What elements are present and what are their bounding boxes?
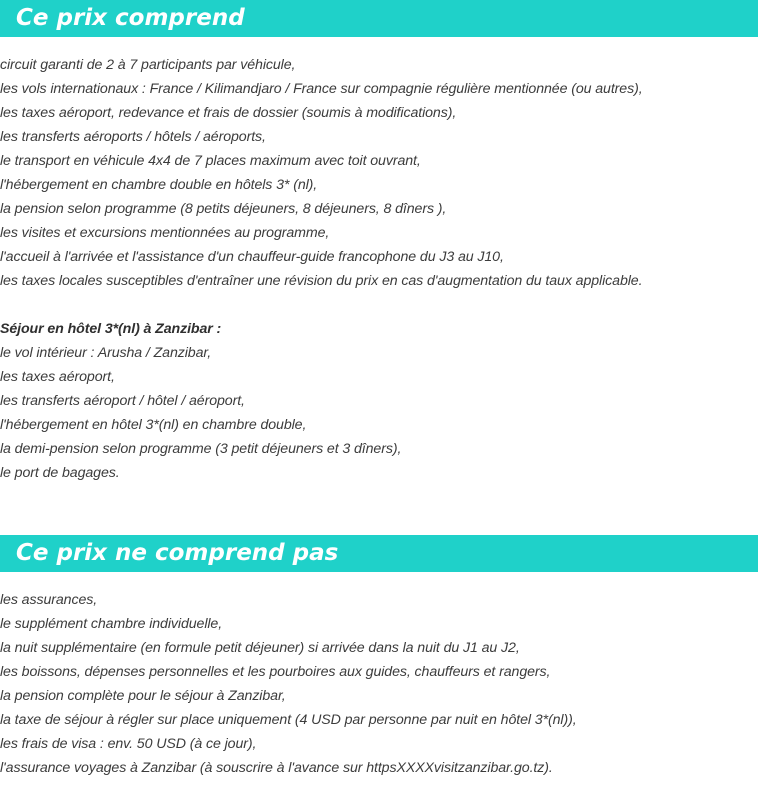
list-item: les transferts aéroports / hôtels / aéroports, [0,129,266,145]
list-item: les taxes locales susceptibles d'entraîner une révision du prix en cas d'augmentation du taux applicable. [0,273,643,289]
list-item: le vol intérieur : Arusha / Zanzibar, [0,345,212,361]
excludes-list [0,588,758,780]
includes-header: Ce prix comprend [0,0,758,37]
list-item: les taxes aéroport, redevance et frais de dossier (soumis à modifications), [0,105,457,121]
list-item: la nuit supplémentaire (en formule petit déjeuner) si arrivée dans la nuit du J1 au J2, [0,640,520,656]
list-item: les boissons, dépenses personnelles et les pourboires aux guides, chauffeurs et rangers, [0,664,551,680]
list-item: les frais de visa : env. 50 USD (à ce jour), [0,736,257,752]
excludes-header: Ce prix ne comprend pas [0,535,758,572]
list-item: la pension complète pour le séjour à Zanzibar, [0,688,286,704]
list-item: le transport en véhicule 4x4 de 7 places maximum avec toit ouvrant, [0,153,421,169]
list-item: l'assurance voyages à Zanzibar (à souscrire à l'avance sur httpsXXXXvisitzanzibar.go.tz). [0,760,553,776]
list-item: la demi-pension selon programme (3 petit déjeuners et 3 dîners), [0,441,402,457]
zanzibar-heading: Séjour en hôtel 3*(nl) à Zanzibar : [0,321,222,337]
spacer [0,293,758,317]
list-item: les vols internationaux : France / Kilimandjaro / France sur compagnie régulière mentionnée (ou autres), [0,81,643,97]
list-item: l'hébergement en hôtel 3*(nl) en chambre double, [0,417,307,433]
list-item: les taxes aéroport, [0,369,115,385]
list-item: l'hébergement en chambre double en hôtels 3* (nl), [0,177,318,193]
list-item: les assurances, [0,592,98,608]
list-item: l'accueil à l'arrivée et l'assistance d'un chauffeur-guide francophone du J3 au J10, [0,249,504,265]
list-item: la taxe de séjour à régler sur place uniquement (4 USD par personne par nuit en hôtel 3*(nl)), [0,712,577,728]
list-item: la pension selon programme (8 petits déjeuners, 8 déjeuners, 8 dîners ), [0,201,447,217]
list-item: circuit garanti de 2 à 7 participants par véhicule, [0,57,296,73]
list-item: le supplément chambre individuelle, [0,616,223,632]
list-item: les visites et excursions mentionnées au programme, [0,225,330,241]
includes-list [0,53,758,485]
list-item: le port de bagages. [0,465,120,481]
list-item: les transferts aéroport / hôtel / aéroport, [0,393,245,409]
